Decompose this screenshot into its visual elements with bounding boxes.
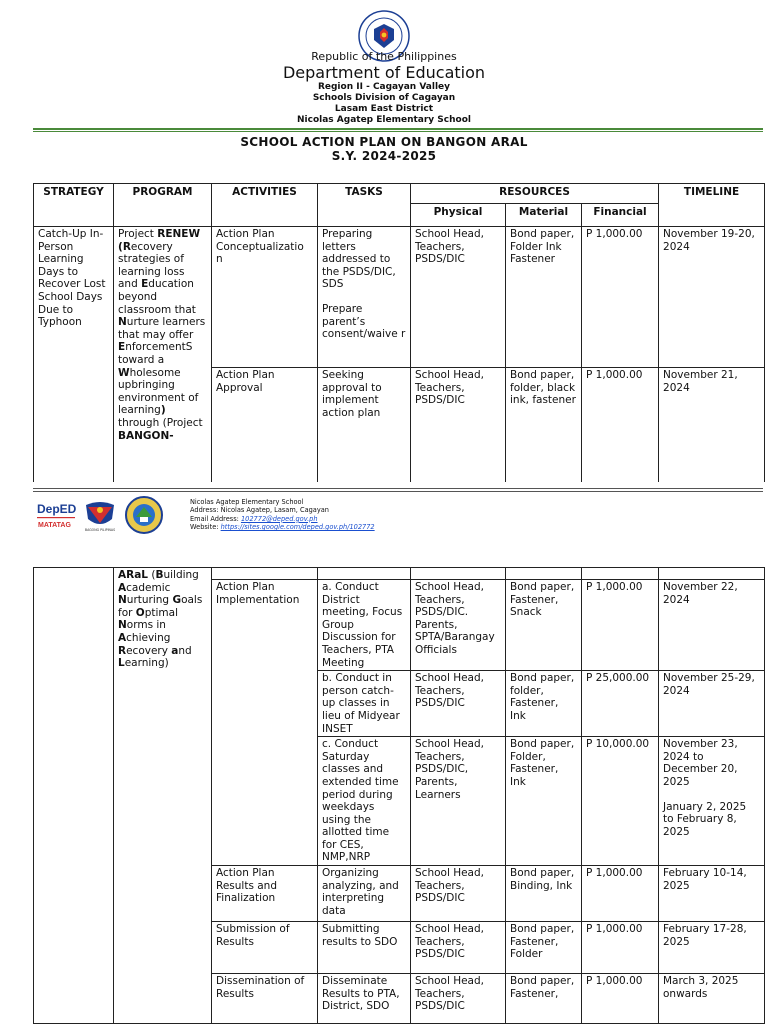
- task-cell: c. Conduct Saturday classes and extended time period during weekdays using the allotted time for CES, NMP,NRP: [318, 737, 411, 866]
- division-text: Schools Division of Cagayan: [312, 93, 456, 103]
- footer-contact: [190, 498, 375, 532]
- material-cell: Bond paper, folder, Fastener, Ink: [506, 671, 582, 737]
- action-plan-table-page2: [33, 567, 765, 1024]
- department-title: Department of Education: [282, 63, 486, 82]
- activity-cell: Action Plan Approval: [212, 368, 318, 483]
- financial-cell: P 1,000.00: [582, 922, 659, 974]
- physical-cell: School Head, Teachers, PSDS/DIC: [411, 368, 506, 483]
- empty-cell: [318, 568, 411, 580]
- footer-divider-thin: [33, 491, 763, 492]
- timeline-cell: February 17-28, 2025: [659, 922, 765, 974]
- material-cell: Bond paper, Fastener, Snack: [506, 580, 582, 671]
- physical-cell: School Head, Teachers, PSDS/DIC: [411, 227, 506, 368]
- header-physical: Physical: [411, 204, 506, 227]
- material-cell: Bond paper, folder, black ink, fastener: [506, 368, 582, 483]
- task-cell: a. Conduct District meeting, Focus Group Discussion for Teachers, PTA Meeting: [318, 580, 411, 671]
- physical-cell: School Head, Teachers, PSDS/DIC: [411, 922, 506, 974]
- financial-cell: P 10,000.00: [582, 737, 659, 866]
- svg-text:BAGONG PILIPINAS: BAGONG PILIPINAS: [84, 528, 116, 532]
- empty-cell: [212, 568, 318, 580]
- activity-cell: Action Plan Conceptualizatio n: [212, 227, 318, 368]
- physical-cell: School Head, Teachers, PSDS/DIC. Parents, SPTA/Barangay Officials: [411, 580, 506, 671]
- physical-cell: School Head, Teachers, PSDS/DIC: [411, 671, 506, 737]
- physical-cell: School Head, Teachers, PSDS/DIC, Parents, Learners: [411, 737, 506, 866]
- region-text: Region II - Cagayan Valley: [317, 82, 451, 92]
- footer-divider: [33, 488, 763, 489]
- timeline-cell: November 21, 2024: [659, 368, 765, 483]
- header-strategy: STRATEGY: [34, 184, 114, 227]
- empty-cell: [506, 568, 582, 580]
- action-plan-table-page1: [33, 183, 765, 482]
- header-material: Material: [506, 204, 582, 227]
- material-cell: Bond paper, Fastener,: [506, 974, 582, 1024]
- physical-cell: School Head, Teachers, PSDS/DIC: [411, 974, 506, 1024]
- republic-text: Republic of the Philippines: [311, 50, 457, 63]
- strategy-cell: Catch-Up In-Person Learning Days to Recover Lost School Days Due to Typhoon: [34, 227, 114, 483]
- timeline-cell: November 19-20, 2024: [659, 227, 765, 368]
- program-cell: Project RENEW (Recovery strategies of learning loss and Education beyond classroom that Nurture learners that may offer EnforcementS toward a Wholesome upbringing environment of learning) through (Project BANGON-: [114, 227, 212, 483]
- empty-cell: [582, 568, 659, 580]
- financial-cell: P 1,000.00: [582, 227, 659, 368]
- financial-cell: P 1,000.00: [582, 368, 659, 483]
- empty-cell: [411, 568, 506, 580]
- task-cell: Seeking approval to implement action plan: [318, 368, 411, 483]
- material-cell: Bond paper, Fastener, Folder: [506, 922, 582, 974]
- footer-address: Address: Nicolas Agatep, Lasam, Cagayan: [190, 506, 329, 515]
- school-text: Nicolas Agatep Elementary School: [297, 115, 471, 125]
- deped-matatag-logo: [35, 497, 77, 533]
- svg-text:DepED: DepED: [37, 502, 77, 516]
- timeline-cell: November 23, 2024 to December 20, 2025 January 2, 2025 to February 8, 2025: [659, 737, 765, 866]
- header-financial: Financial: [582, 204, 659, 227]
- task-cell: Preparing letters addressed to the PSDS/DIC, SDS Prepare parent’s consent/waive r: [318, 227, 411, 368]
- school-year: S.Y. 2024-2025: [331, 149, 437, 163]
- header-program: PROGRAM: [114, 184, 212, 227]
- page-footer: [0, 485, 768, 545]
- task-cell: b. Conduct in person catch-up classes in lieu of Midyear INSET: [318, 671, 411, 737]
- strategy-cell-continued: [34, 568, 114, 1024]
- activity-cell: Action Plan Implementation: [212, 580, 318, 866]
- svg-text:MATATAG: MATATAG: [38, 522, 71, 529]
- task-cell: Organizing analyzing, and interpreting data: [318, 866, 411, 922]
- activity-cell: Submission of Results: [212, 922, 318, 974]
- task-cell: Submitting results to SDO: [318, 922, 411, 974]
- financial-cell: P 1,000.00: [582, 580, 659, 671]
- website-link[interactable]: https://sites.google.com/deped.gov.ph/102772: [220, 523, 375, 532]
- timeline-cell: March 3, 2025 onwards: [659, 974, 765, 1024]
- material-cell: Bond paper, Folder Ink Fastener: [506, 227, 582, 368]
- header-divider: [33, 128, 763, 130]
- financial-cell: P 1,000.00: [582, 974, 659, 1024]
- timeline-cell: November 25-29, 2024: [659, 671, 765, 737]
- activity-cell: Action Plan Results and Finalization: [212, 866, 318, 922]
- header-activities: ACTIVITIES: [212, 184, 318, 227]
- material-cell: Bond paper, Folder, Fastener, Ink: [506, 737, 582, 866]
- plan-title: SCHOOL ACTION PLAN ON BANGON ARAL: [240, 135, 528, 149]
- footer-website-line: Website: https://sites.google.com/deped.gov.ph/102772: [190, 523, 375, 532]
- header-divider-thin: [33, 131, 763, 132]
- task-cell: Disseminate Results to PTA, District, SDO: [318, 974, 411, 1024]
- material-cell: Bond paper, Binding, Ink: [506, 866, 582, 922]
- bagong-pilipinas-logo: [82, 497, 118, 533]
- activity-cell: Dissemination of Results: [212, 974, 318, 1024]
- header-resources: RESOURCES: [411, 184, 659, 204]
- timeline-cell: February 10-14, 2025: [659, 866, 765, 922]
- program-cell-continued: ARaL (Building Academic Nurturing Goals for Optimal Norms in Achieving Recovery and Learning): [114, 568, 212, 1024]
- financial-cell: P 1,000.00: [582, 866, 659, 922]
- footer-school: Nicolas Agatep Elementary School: [190, 498, 304, 506]
- header-timeline: TIMELINE: [659, 184, 765, 227]
- timeline-cell: November 22, 2024: [659, 580, 765, 671]
- empty-cell: [659, 568, 765, 580]
- financial-cell: P 25,000.00: [582, 671, 659, 737]
- district-text: Lasam East District: [334, 104, 434, 114]
- school-seal-logo: [123, 495, 165, 535]
- email-link[interactable]: 102772@deped.gov.ph: [240, 514, 318, 523]
- page-1: [0, 0, 768, 482]
- physical-cell: School Head, Teachers, PSDS/DIC: [411, 866, 506, 922]
- footer-email-line: Email Address: 102772@deped.gov.ph: [190, 514, 318, 523]
- header-tasks: TASKS: [318, 184, 411, 227]
